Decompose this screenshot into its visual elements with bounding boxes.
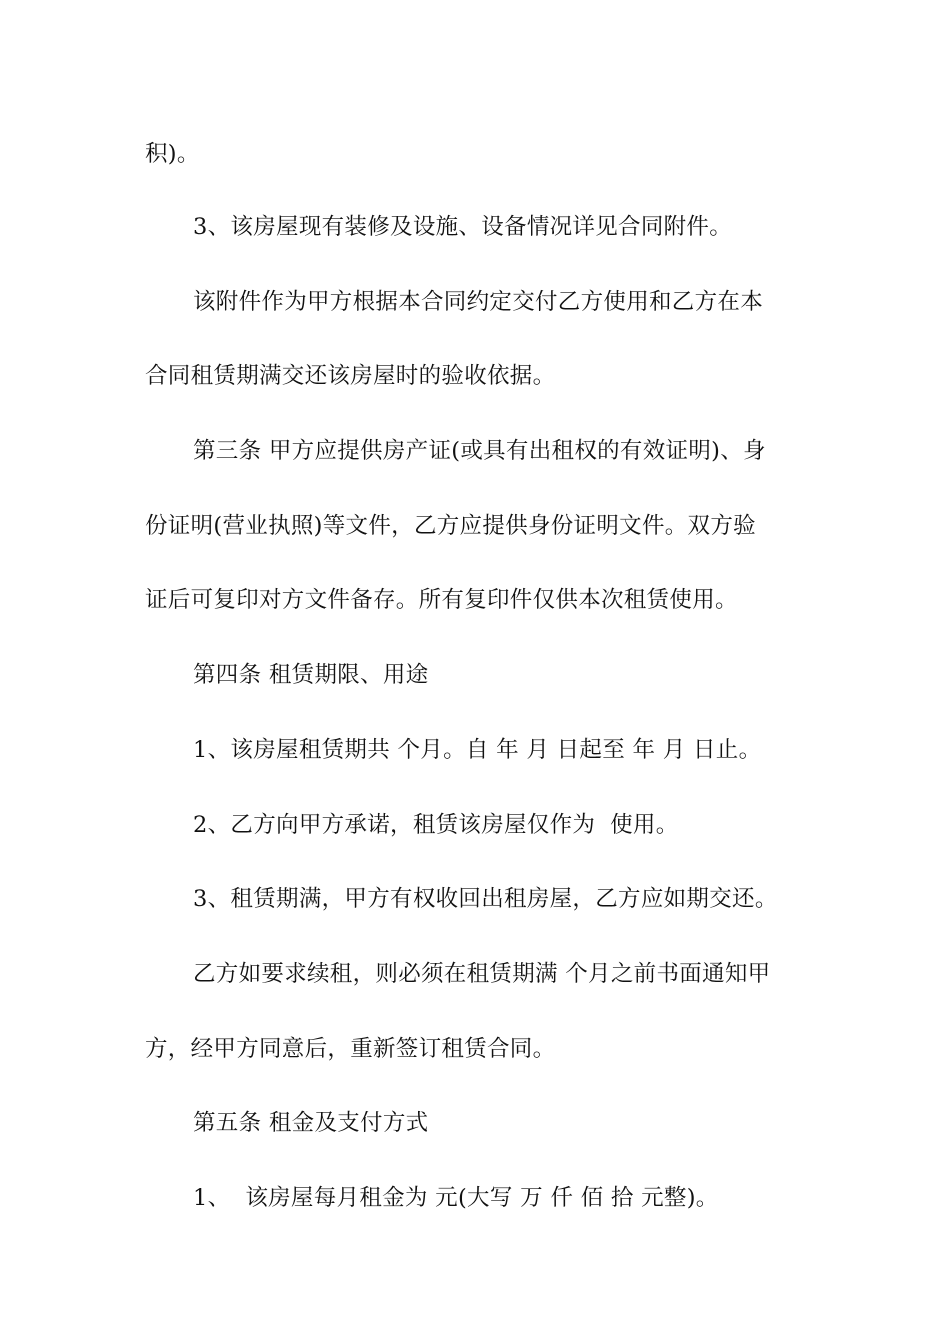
text-line-3: 该附件作为甲方根据本合同约定交付乙方使用和乙方在本 (193, 289, 764, 315)
section-heading-4: 第四条 租赁期限、用途 (193, 662, 429, 688)
section-heading-5: 第五条 租金及支付方式 (193, 1110, 429, 1136)
text-line-11: 3、租赁期满，甲方有权收回出租房屋，乙方应如期交还。 (193, 886, 778, 912)
text-line-15: 1、 该房屋每月租金为 元(大写 万 仟 佰 拾 元整)。 (193, 1185, 719, 1211)
text-line-6: 份证明(营业执照)等文件，乙方应提供身份证明文件。双方验 (145, 513, 756, 539)
text-line-4: 合同租赁期满交还该房屋时的验收依据。 (145, 363, 556, 389)
text-line-2: 3、该房屋现有装修及设施、设备情况详见合同附件。 (193, 214, 733, 240)
text-line-9: 1、该房屋租赁期共 个月。自 年 月 日起至 年 月 日止。 (193, 737, 762, 763)
text-line-13: 方，经甲方同意后，重新签订租赁合同。 (145, 1036, 556, 1062)
text-line-1: 积)。 (145, 141, 200, 167)
text-line-12: 乙方如要求续租，则必须在租赁期满 个月之前书面通知甲 (193, 961, 771, 987)
text-line-10: 2、乙方向甲方承诺，租赁该房屋仅作为 使用。 (193, 812, 679, 838)
section-heading-3: 第三条 甲方应提供房产证(或具有出租权的有效证明)、身 (193, 438, 766, 464)
text-line-7: 证后可复印对方文件备存。所有复印件仅供本次租赁使用。 (145, 587, 738, 613)
